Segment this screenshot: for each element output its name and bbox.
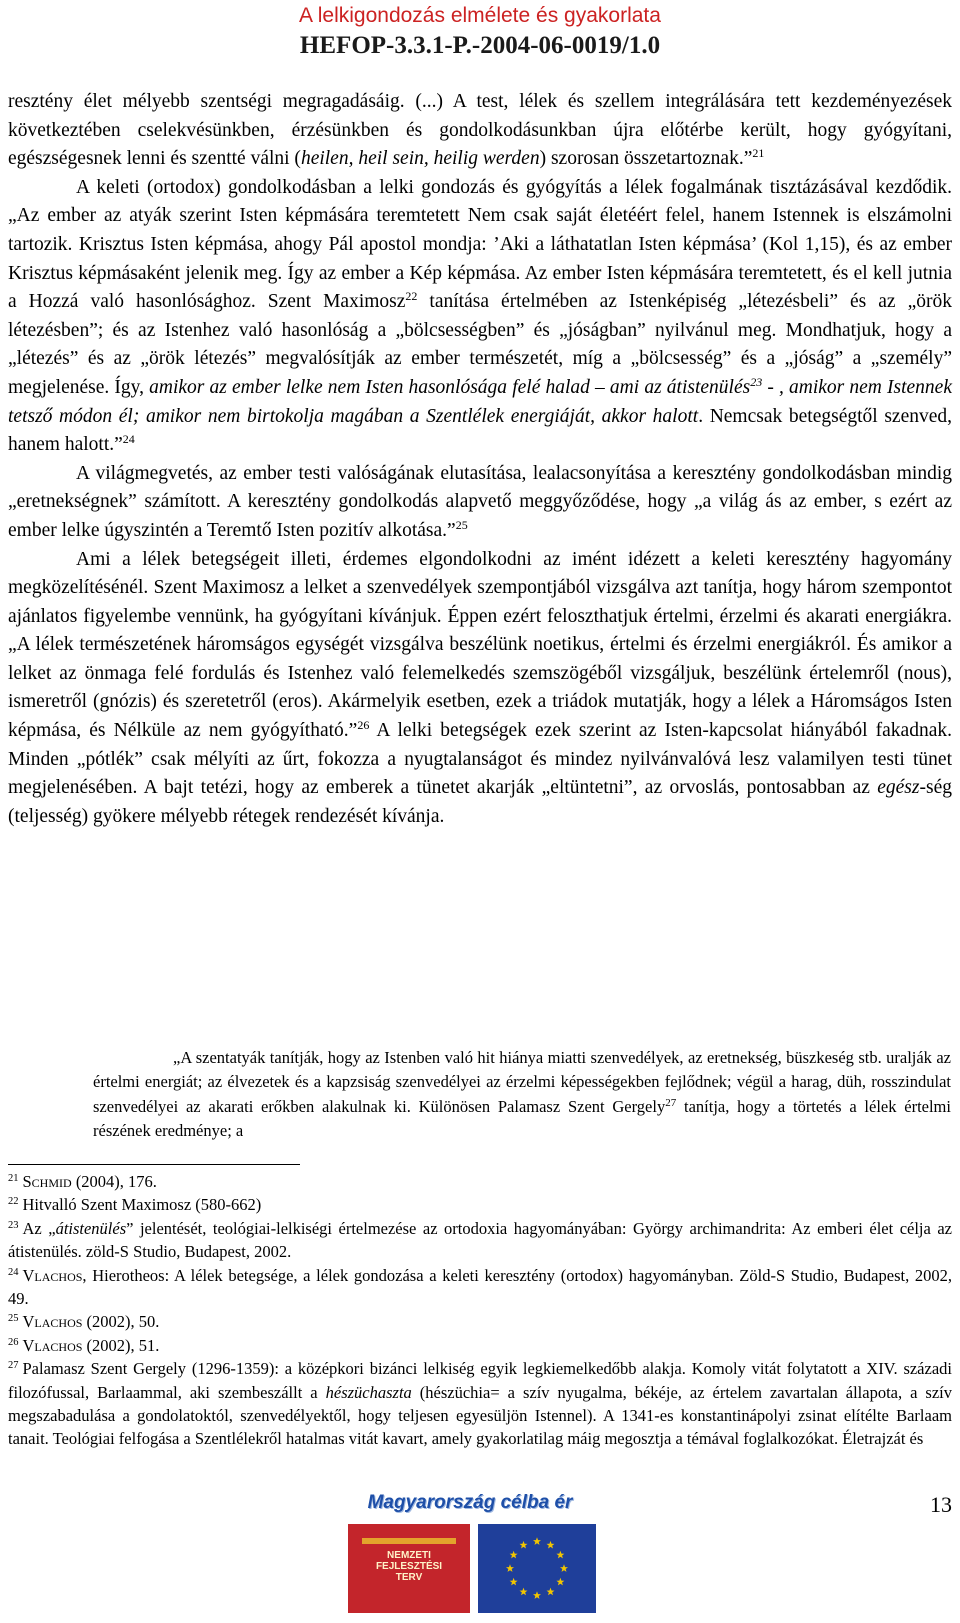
- page-number: 13: [930, 1492, 952, 1517]
- paragraph-2: A keleti (ortodox) gondolkodásban a lelki gondozás és gyógyítás a lélek fogalmának tisztázásával kezdődik. „Az ember az atyák szerint Isten képmására teremtetett Nem csak saját életéért felel, hanem Istennek is elszámolni tartozik. Krisztus Isten képmása, ahogy Pál apostol mondja: ’Aki a láthatatlan Isten képmása’ (Kol 1,15), és az ember Krisztus képmásaként jelenik meg. Így az ember a Kép képmása. Az ember Isten képmására teremtetett, és el kell jutnia a Hozzá való hasonlósághoz. Szent Maximosz$^{22}$ tanítása értelmében az Istenképiség „létezésbeli” és az „örök létezésben”; és az Istenhez való hasonlóság a „bölcsességben” és „jóságban” nyilvánul meg. Mondhatjuk, hogy a „létezés” és az „örök létezés” megvalósítják az ember természetét, míg a „bölcsesség” és a „jóság” a „személy” megjelenése. Így, amikor az ember lelke nem Isten hasonlósága felé halad – ami az átistenülés$^{23}$ - , amikor nem Istennek tetsző módon él; amikor nem birtokolja magában a Szentlélek energiáját, akkor halott. Nemcsak betegségtől szenved, hanem halott.”$^{24}$: [8, 176, 953, 456]
- paragraph-4: Ami a lélek betegségeit illeti, érdemes elgondolkodni az imént idézett a keleti keresztény hagyomány megközelítésénél. Szent Maximosz a lelket a szenvedélyek szempontjából vizsgálva azt tanítja, hogy három szempontot ajánlatos figyelembe vennünk, ha gyógyítani kívánjuk. Éppen ezért feloszthatjuk értelmi, érzelmi és akarati energiákra. „A lélek természetének háromságos egységét vizsgálva beszélünk noetikus, értelmi és érzelmi energiákról. És amikor a lelket az önmaga felé fordulás és Istenhez való felemelkedés szemszögéből vizsgáljuk, beszélünk értelemről (nous), ismeretről (gnózis) és szeretetről (eros). Akármelyik esetben, ezek a triádok mutatják, hogy a lélek a Háromságos Isten képmása, és Nélküle az nem gyógyítható.”$^{26}$ A lelki betegségek ezek szerint az Isten-kapcsolat hiányából fakadnak. Minden „pótlék” csak mélyíti az űrt, fokozza a nyugtalanságot és mindez nyilvánvalóvá lesz valamilyen testi tünet megjelenésében. A bajt tetézi, hogy az emberek a tünetet akarják „eltüntetni”, az orvoslás, pontosabban az egész-ség (teljesség) gyökere mélyebb rétegek rendezését kívánja.: [8, 548, 952, 827]
- nft-logo: NEMZETI FEJLESZTÉSI TERV: [348, 1524, 470, 1613]
- footnote-ref-21[interactable]: 21: [752, 146, 765, 161]
- footnotes: [8, 1170, 952, 1451]
- page-footer: [0, 1490, 960, 1623]
- magyarorszag-celba-er-banner: Magyarország célba ér: [367, 1492, 573, 1513]
- footnote-ref-24[interactable]: 24: [122, 432, 135, 447]
- paragraph-1: resztény élet mélyebb szentségi megragadásáig. (...) A test, lélek és szellem integrálására tett kezdeményezések következtében cselekvésünkben, érzésünkben és gondolkodásunkban újra előtérbe került, hogy gyógyítani, egészségesnek lenni és szentté válni (heilen, heil sein, heilig werden) szorosan összetartoznak.”$^{21}$: [8, 91, 952, 170]
- footnote-21: $^{21}$ Schmid (2004), 176.: [8, 1172, 157, 1191]
- footnote-23: $^{23}$ Az „átistenülés” jelentését, teológiai-lelkiségi értelmezése az ortodoxia hagyományában: György archimandrita: Az emberi élet célja az átistenülés. zöld-S Studio, Budapest, 2002.: [8, 1218, 952, 1262]
- running-header-title: A lelkigondozás elmélete és gyakorlata: [299, 4, 661, 27]
- footnote-26: $^{26}$ Vlachos (2002), 51.: [8, 1335, 160, 1355]
- footnote-24: $^{24}$ Vlachos, Hierotheos: A lélek betegsége, a lélek gondozása a keleti keresztény (ortodox) hagyományban. Zöld-S Studio, Budapest, 2002, 49.: [8, 1265, 952, 1309]
- footnote-ref-23[interactable]: 23: [750, 374, 763, 389]
- footnote-separator: [8, 1164, 300, 1165]
- paragraph-3: A világmegvetés, az ember testi valóságának elutasítása, lealacsonyítása a keresztény gondolkodásban mindig „eretnekségnek” számított. A keresztény gondolkodás alapvető meggyőződése, hogy „a világ ás az ember, s ezért az ember lelke úgyszintén a Teremtő Isten pozitív alkotása.”$^{25}$: [8, 462, 952, 541]
- running-header-code: HEFOP-3.3.1-P.-2004-06-0019/1.0: [299, 32, 661, 59]
- footnote-ref-25[interactable]: 25: [455, 517, 468, 532]
- footnote-ref-26[interactable]: 26: [357, 718, 370, 733]
- main-text: [8, 88, 952, 831]
- eu-flag-logo: [478, 1524, 596, 1613]
- footnote-ref-27[interactable]: 27: [665, 1096, 677, 1109]
- block-quote: „A szentatyák tanítják, hogy az Istenben való hit hiánya miatti szenvedélyek, az eretnekség, büszkeség stb. uralják az értelmi energiát; az élvezetek és a kapzsiság szenvedélyei az érzelmi képességekben fejlődnek; végül a harag, düh, rosszindulat szenvedélyei az akarati erőkben alakulnak ki. Különösen Palamasz Szent Gergely$^{27}$ tanítja, hogy a törtetés a lélek értelmi részének eredménye; a: [93, 1048, 951, 1141]
- footnote-27: $^{27}$ Palamasz Szent Gergely (1296-1359): a középkori bizánci lelkiség egyik legkiemelkedőbb alakja. Komoly vitát folytatott a XIV. századi filozófussal, Barlaammal, aki szembeszállt a hészüchaszta (hészüchia= a szív nyugalma, békéje, az értelem zavartalan állapota, a szív megszabadulása a gondolatoktól, szenvedélyektől, hogy teljesen egyesüljön Istennel). A 1341-es konstantinápolyi zsinat elítélte Barlaam tanait. Teológiai felfogása a Szentlélekről hatalmas vitát kavart, amely gyakorlatilag máig megosztja a témával foglalkozókat. Életrajzát és: [8, 1359, 952, 1449]
- footnote-22: $^{22}$ Hitvalló Szent Maximosz (580-662): [8, 1195, 262, 1215]
- footnote-ref-22[interactable]: 22: [405, 289, 418, 304]
- footnote-25: $^{25}$ Vlachos (2002), 50.: [8, 1312, 160, 1332]
